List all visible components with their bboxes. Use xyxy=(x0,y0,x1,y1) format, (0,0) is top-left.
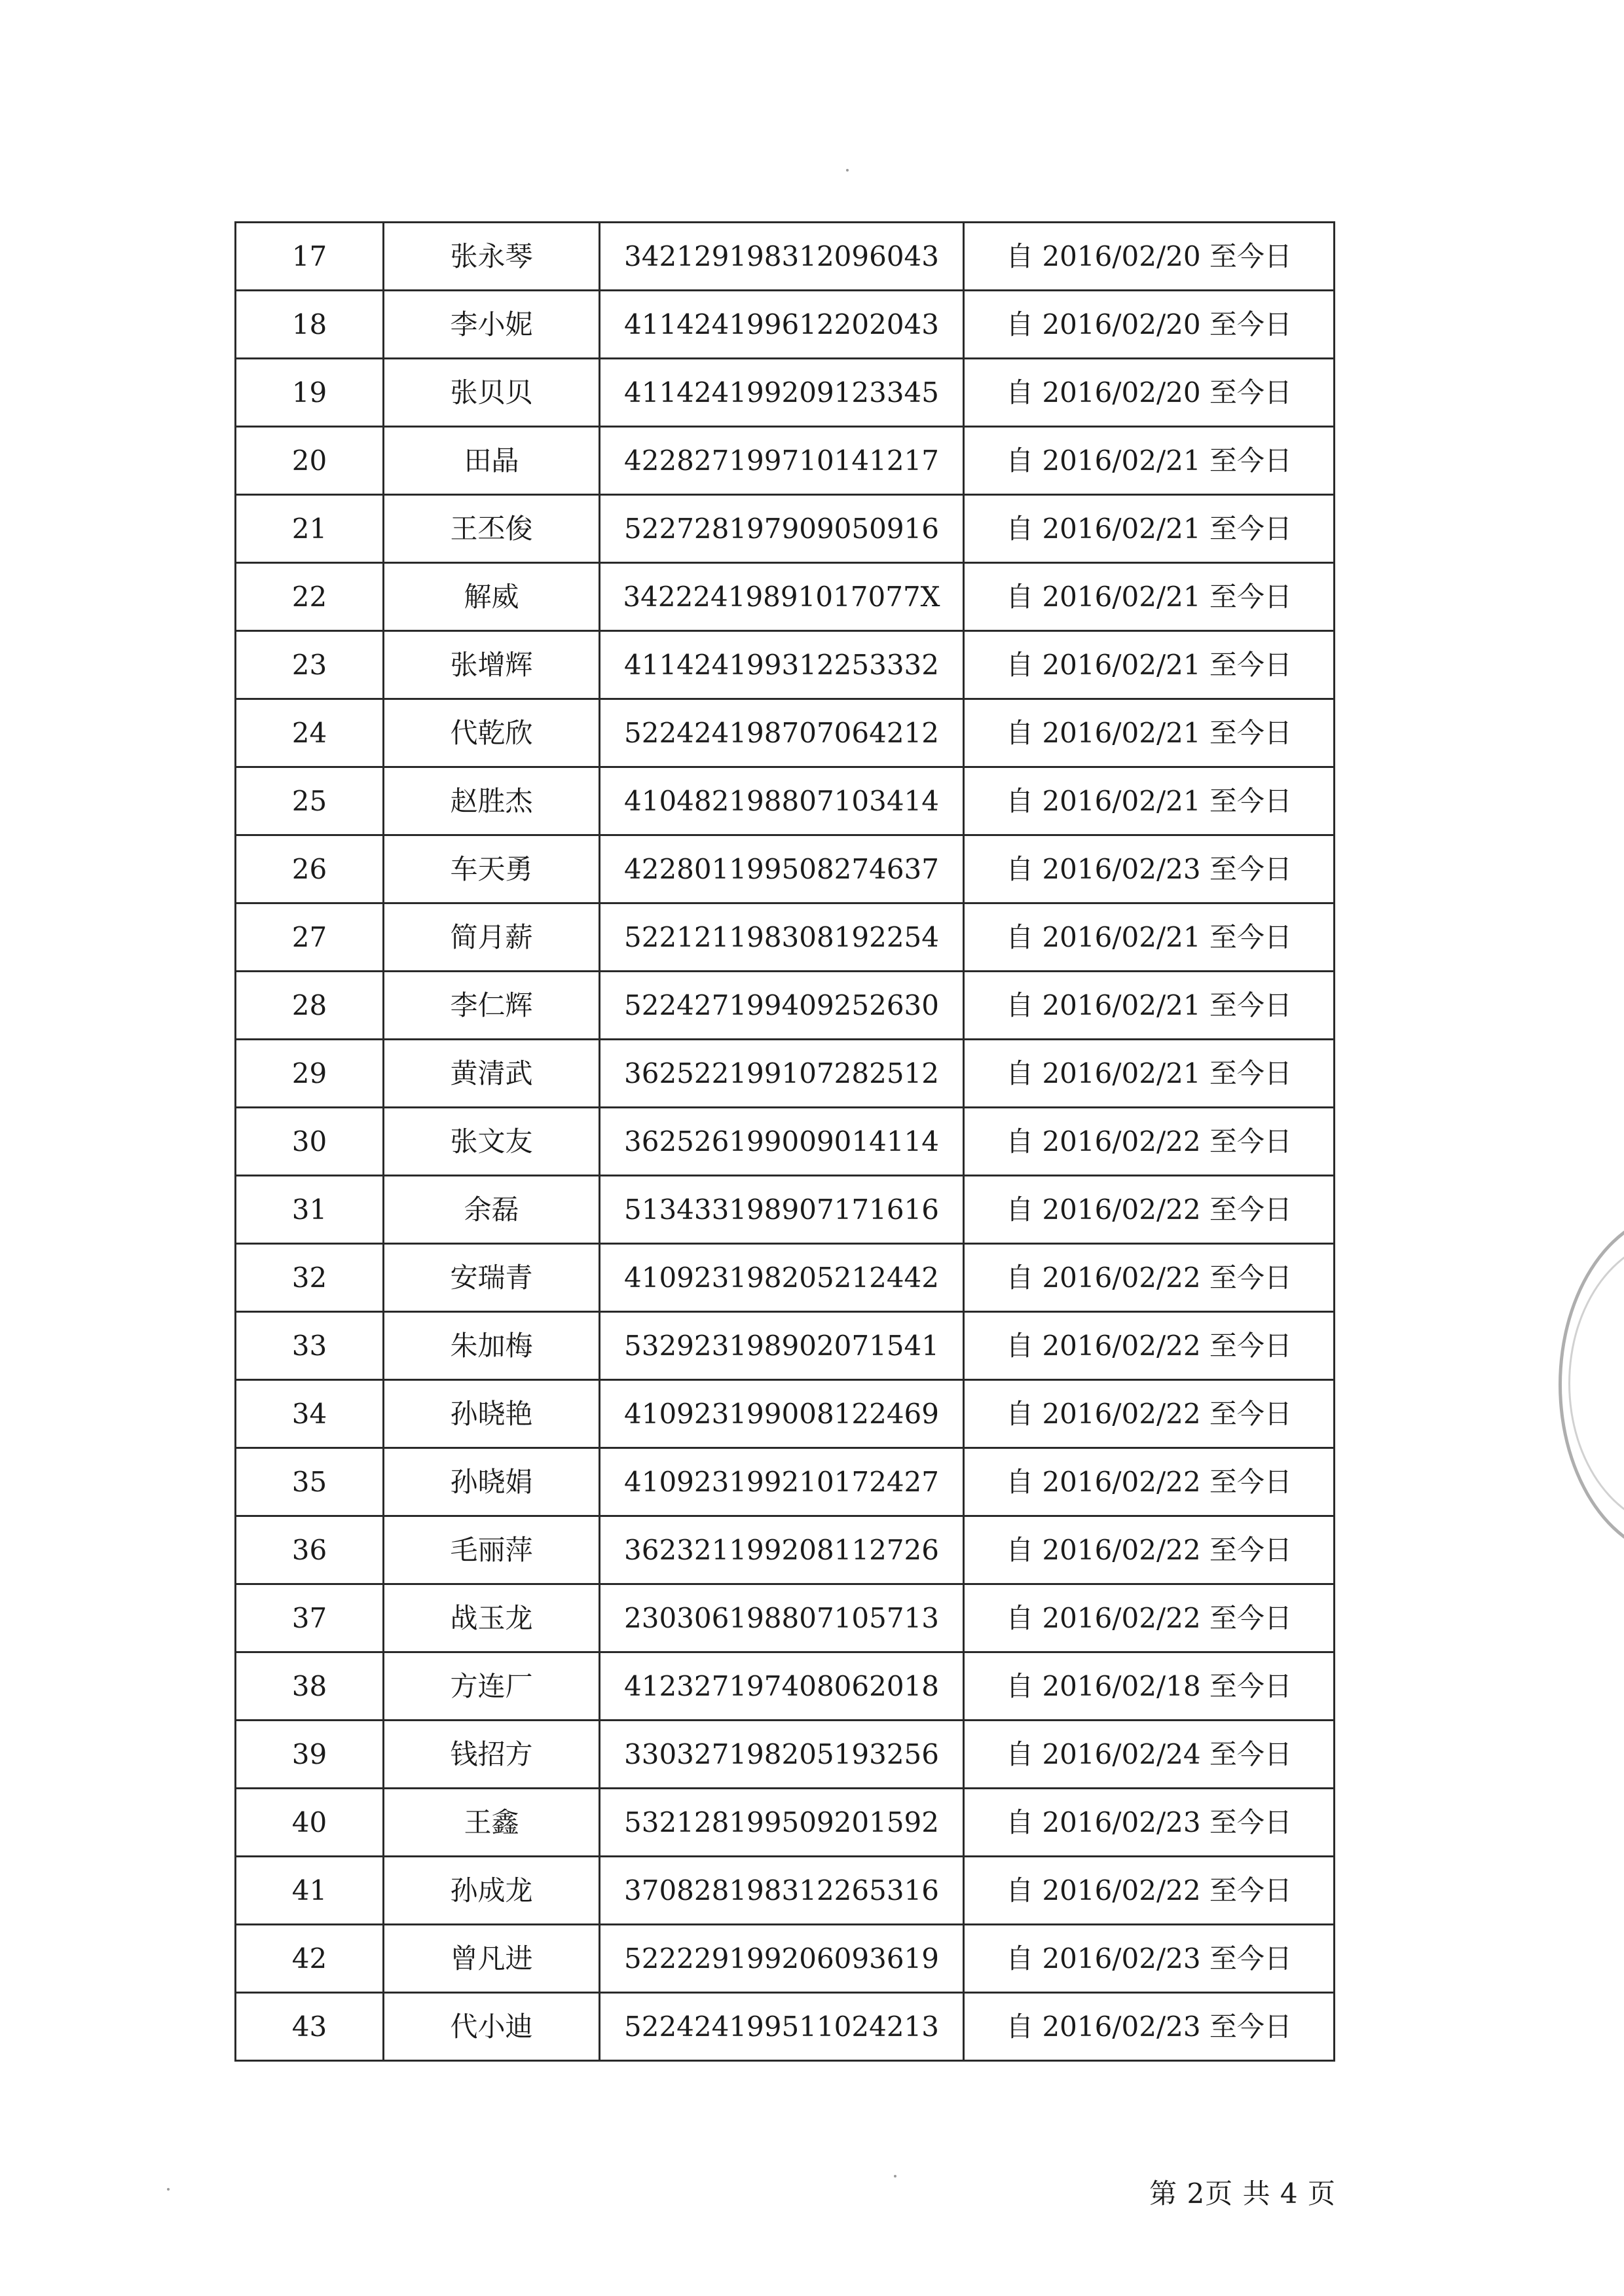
table-row xyxy=(236,1584,1335,1652)
table-row xyxy=(236,903,1335,972)
employee-name: 钱招方 xyxy=(384,1721,600,1789)
employee-name: 张文友 xyxy=(384,1108,600,1176)
employee-name: 王鑫 xyxy=(384,1789,600,1857)
table-row xyxy=(236,1925,1335,1993)
scan-speck xyxy=(167,2188,170,2191)
employment-period: 自 2016/02/23 至今日 xyxy=(964,835,1335,903)
employment-period: 自 2016/02/20 至今日 xyxy=(964,359,1335,427)
id-number: 422801199508274637 xyxy=(600,835,964,903)
employment-period: 自 2016/02/22 至今日 xyxy=(964,1380,1335,1448)
employment-period: 自 2016/02/21 至今日 xyxy=(964,631,1335,699)
table-row xyxy=(236,223,1335,291)
table-row xyxy=(236,291,1335,359)
employment-period: 自 2016/02/22 至今日 xyxy=(964,1584,1335,1652)
employment-period: 自 2016/02/22 至今日 xyxy=(964,1448,1335,1516)
employee-name: 张增辉 xyxy=(384,631,600,699)
table-row xyxy=(236,1721,1335,1789)
employment-period: 自 2016/02/21 至今日 xyxy=(964,495,1335,563)
row-number: 20 xyxy=(236,427,384,495)
employment-period: 自 2016/02/21 至今日 xyxy=(964,1040,1335,1108)
row-number: 17 xyxy=(236,223,384,291)
table-row xyxy=(236,699,1335,767)
employee-name: 孙成龙 xyxy=(384,1857,600,1925)
employment-period: 自 2016/02/21 至今日 xyxy=(964,699,1335,767)
id-number: 522424199511024213 xyxy=(600,1993,964,2061)
row-number: 41 xyxy=(236,1857,384,1925)
employment-period: 自 2016/02/21 至今日 xyxy=(964,563,1335,631)
employee-name: 王丕俊 xyxy=(384,495,600,563)
table-row xyxy=(236,1652,1335,1721)
page-number: 第 2页 共 4 页 xyxy=(1149,2178,1336,2210)
row-number: 24 xyxy=(236,699,384,767)
employee-name: 黄清武 xyxy=(384,1040,600,1108)
id-number: 362522199107282512 xyxy=(600,1040,964,1108)
table-row xyxy=(236,1040,1335,1108)
employment-period: 自 2016/02/20 至今日 xyxy=(964,291,1335,359)
employee-name: 孙晓艳 xyxy=(384,1380,600,1448)
employee-name: 安瑞青 xyxy=(384,1244,600,1312)
id-number: 522424198707064212 xyxy=(600,699,964,767)
employee-name: 代乾欣 xyxy=(384,699,600,767)
employment-period: 自 2016/02/20 至今日 xyxy=(964,223,1335,291)
id-number: 532128199509201592 xyxy=(600,1789,964,1857)
id-number: 522427199409252630 xyxy=(600,972,964,1040)
row-number: 40 xyxy=(236,1789,384,1857)
table-row xyxy=(236,835,1335,903)
row-number: 18 xyxy=(236,291,384,359)
row-number: 36 xyxy=(236,1516,384,1584)
employee-name: 战玉龙 xyxy=(384,1584,600,1652)
employment-period: 自 2016/02/22 至今日 xyxy=(964,1108,1335,1176)
table-row xyxy=(236,1176,1335,1244)
employment-period: 自 2016/02/23 至今日 xyxy=(964,1925,1335,1993)
row-number: 19 xyxy=(236,359,384,427)
table-row xyxy=(236,1108,1335,1176)
table-row xyxy=(236,1516,1335,1584)
row-number: 34 xyxy=(236,1380,384,1448)
employee-name: 车天勇 xyxy=(384,835,600,903)
employee-name: 张贝贝 xyxy=(384,359,600,427)
id-number: 362321199208112726 xyxy=(600,1516,964,1584)
id-number: 330327198205193256 xyxy=(600,1721,964,1789)
row-number: 32 xyxy=(236,1244,384,1312)
row-number: 37 xyxy=(236,1584,384,1652)
table-row xyxy=(236,1448,1335,1516)
row-number: 27 xyxy=(236,903,384,972)
id-number: 342129198312096043 xyxy=(600,223,964,291)
row-number: 28 xyxy=(236,972,384,1040)
table-row xyxy=(236,1380,1335,1448)
employee-name: 李小妮 xyxy=(384,291,600,359)
row-number: 35 xyxy=(236,1448,384,1516)
row-number: 31 xyxy=(236,1176,384,1244)
employee-name: 代小迪 xyxy=(384,1993,600,2061)
table-row xyxy=(236,427,1335,495)
row-number: 42 xyxy=(236,1925,384,1993)
row-number: 22 xyxy=(236,563,384,631)
table-row xyxy=(236,631,1335,699)
id-number: 522728197909050916 xyxy=(600,495,964,563)
employment-period: 自 2016/02/22 至今日 xyxy=(964,1244,1335,1312)
table-row xyxy=(236,359,1335,427)
row-number: 43 xyxy=(236,1993,384,2061)
id-number: 230306198807105713 xyxy=(600,1584,964,1652)
employment-period: 自 2016/02/21 至今日 xyxy=(964,427,1335,495)
id-number: 411424199209123345 xyxy=(600,359,964,427)
table-row xyxy=(236,563,1335,631)
employment-period: 自 2016/02/23 至今日 xyxy=(964,1789,1335,1857)
table-row xyxy=(236,1244,1335,1312)
id-number: 522121198308192254 xyxy=(600,903,964,972)
employment-period: 自 2016/02/18 至今日 xyxy=(964,1652,1335,1721)
employee-name: 毛丽萍 xyxy=(384,1516,600,1584)
scan-speck xyxy=(894,2175,896,2178)
row-number: 39 xyxy=(236,1721,384,1789)
employment-period: 自 2016/02/21 至今日 xyxy=(964,767,1335,835)
row-number: 23 xyxy=(236,631,384,699)
employment-period: 自 2016/02/22 至今日 xyxy=(964,1857,1335,1925)
id-number: 522229199206093619 xyxy=(600,1925,964,1993)
table-row xyxy=(236,1312,1335,1380)
employment-period: 自 2016/02/23 至今日 xyxy=(964,1993,1335,2061)
employee-name: 赵胜杰 xyxy=(384,767,600,835)
employee-name: 简月薪 xyxy=(384,903,600,972)
employment-period: 自 2016/02/22 至今日 xyxy=(964,1176,1335,1244)
employee-roster-table xyxy=(234,221,1335,2062)
scan-speck xyxy=(846,169,849,172)
id-number: 513433198907171616 xyxy=(600,1176,964,1244)
employment-period: 自 2016/02/21 至今日 xyxy=(964,972,1335,1040)
id-number: 422827199710141217 xyxy=(600,427,964,495)
employee-name: 张永琴 xyxy=(384,223,600,291)
employment-period: 自 2016/02/24 至今日 xyxy=(964,1721,1335,1789)
employee-name: 田晶 xyxy=(384,427,600,495)
row-number: 33 xyxy=(236,1312,384,1380)
table-row xyxy=(236,495,1335,563)
id-number: 362526199009014114 xyxy=(600,1108,964,1176)
id-number: 410923198205212442 xyxy=(600,1244,964,1312)
employment-period: 自 2016/02/22 至今日 xyxy=(964,1312,1335,1380)
employee-name: 朱加梅 xyxy=(384,1312,600,1380)
employee-name: 曾凡进 xyxy=(384,1925,600,1993)
id-number: 532923198902071541 xyxy=(600,1312,964,1380)
table-row xyxy=(236,972,1335,1040)
employee-name: 方连厂 xyxy=(384,1652,600,1721)
employee-name: 余磊 xyxy=(384,1176,600,1244)
row-number: 38 xyxy=(236,1652,384,1721)
employee-name: 解威 xyxy=(384,563,600,631)
id-number: 411424199312253332 xyxy=(600,631,964,699)
id-number: 410923199210172427 xyxy=(600,1448,964,1516)
row-number: 26 xyxy=(236,835,384,903)
roster-body xyxy=(236,223,1335,2061)
row-number: 29 xyxy=(236,1040,384,1108)
row-number: 25 xyxy=(236,767,384,835)
row-number: 30 xyxy=(236,1108,384,1176)
id-number: 411424199612202043 xyxy=(600,291,964,359)
table-row xyxy=(236,1993,1335,2061)
table-row xyxy=(236,1857,1335,1925)
id-number: 370828198312265316 xyxy=(600,1857,964,1925)
row-number: 21 xyxy=(236,495,384,563)
employment-period: 自 2016/02/21 至今日 xyxy=(964,903,1335,972)
employment-period: 自 2016/02/22 至今日 xyxy=(964,1516,1335,1584)
id-number: 410482198807103414 xyxy=(600,767,964,835)
table-row xyxy=(236,767,1335,835)
id-number: 34222419891017077X xyxy=(600,563,964,631)
id-number: 410923199008122469 xyxy=(600,1380,964,1448)
table-row xyxy=(236,1789,1335,1857)
employee-name: 李仁辉 xyxy=(384,972,600,1040)
id-number: 412327197408062018 xyxy=(600,1652,964,1721)
employee-name: 孙晓娟 xyxy=(384,1448,600,1516)
